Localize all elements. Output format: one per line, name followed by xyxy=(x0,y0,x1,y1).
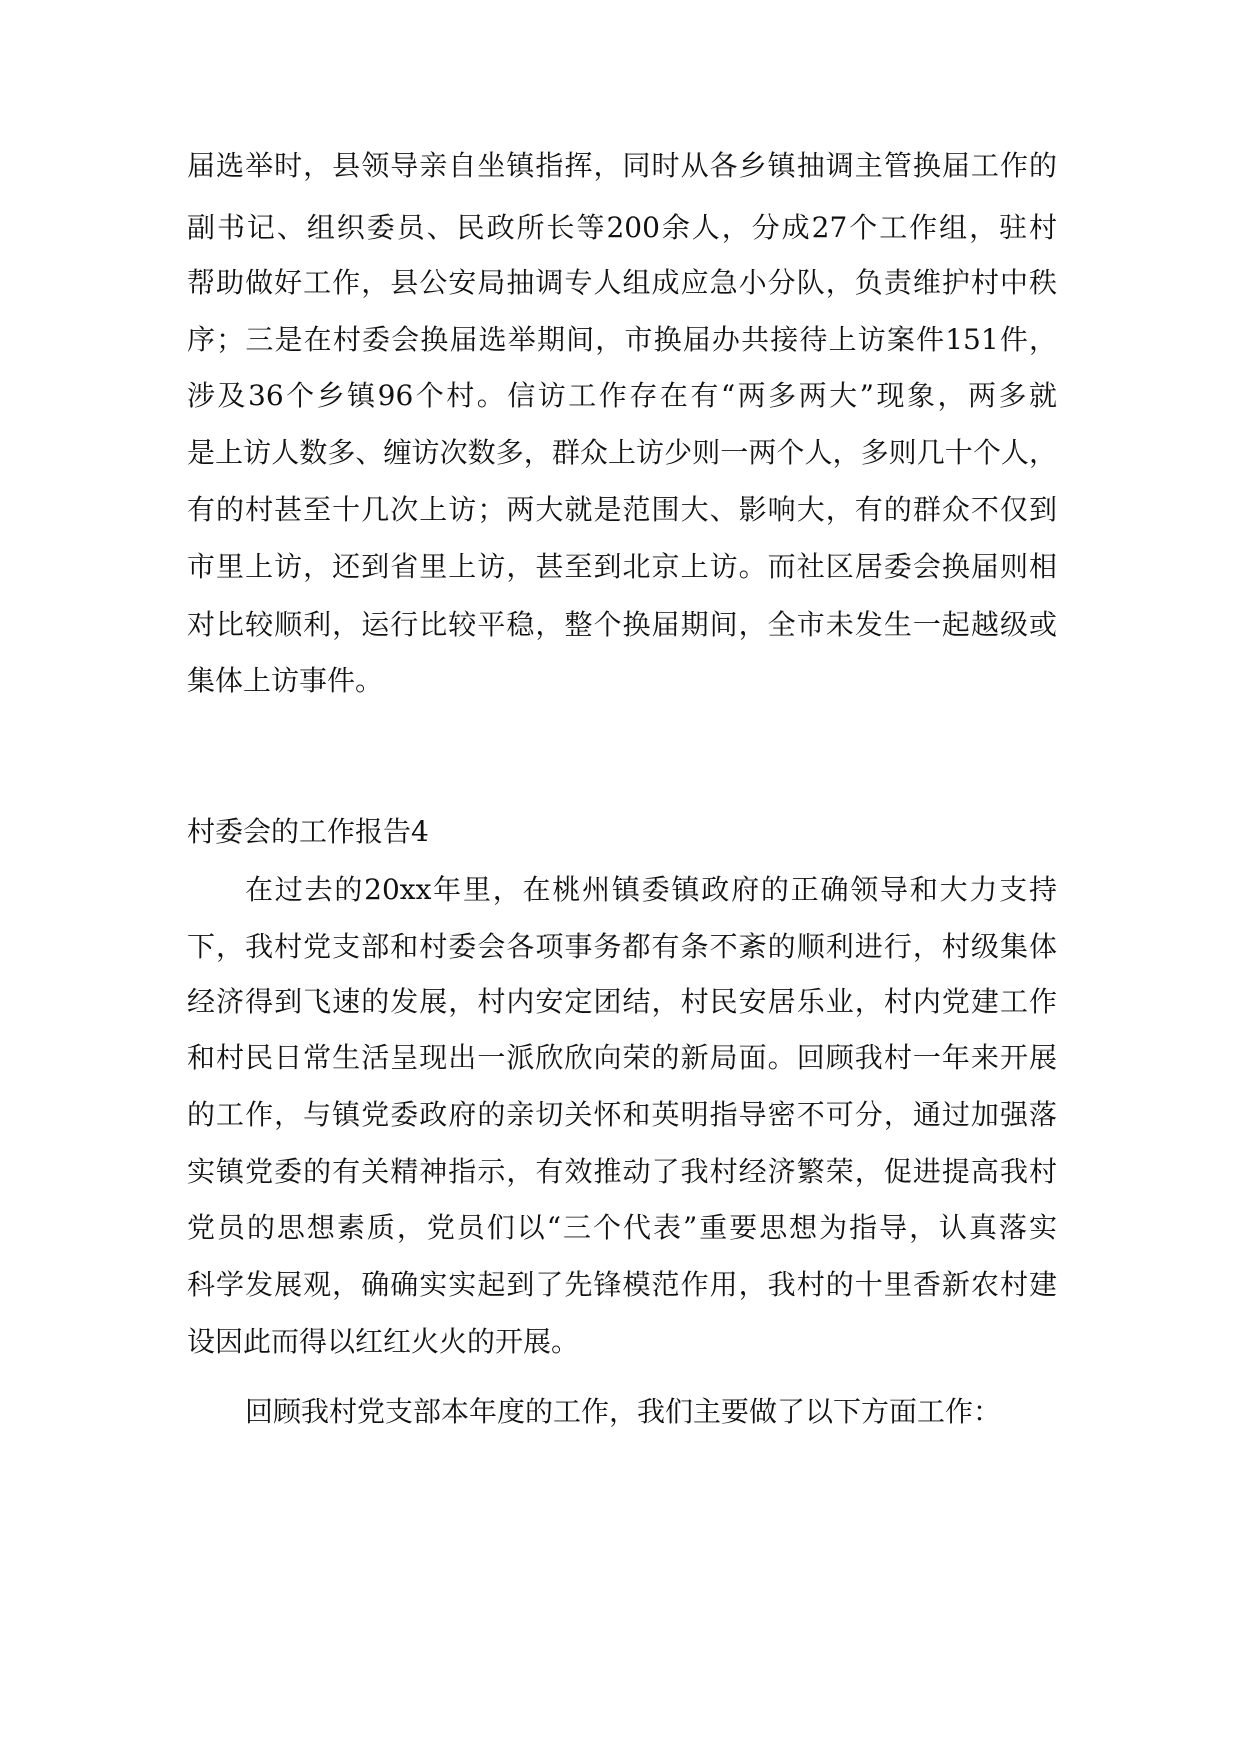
paragraph-line: 的工作，与镇党委政府的亲切关怀和英明指导密不可分，通过加强落 xyxy=(187,1098,1057,1131)
paragraph-line: 是上访人数多、缠访次数多，群众上访少则一两个人，多则几十个人， xyxy=(187,436,1057,469)
paragraph-line: 党员的思想素质，党员们以“三个代表”重要思想为指导，认真落实 xyxy=(187,1211,1057,1244)
paragraph-line: 集体上访事件。 xyxy=(187,664,384,697)
paragraph-line: 副书记、组织委员、民政所长等200余人，分成27个工作组，驻村 xyxy=(187,211,1057,244)
paragraph-line: 科学发展观，确确实实起到了先锋模范作用，我村的十里香新农村建 xyxy=(187,1268,1057,1301)
paragraph-line: 市里上访，还到省里上访，甚至到北京上访。而社区居委会换届则相 xyxy=(187,550,1057,583)
document-body xyxy=(187,0,1057,1754)
paragraph-line: 和村民日常生活呈现出一派欣欣向荣的新局面。回顾我村一年来开展 xyxy=(187,1041,1057,1074)
paragraph-line: 序；三是在村委会换届选举期间，市换届办共接待上访案件151件， xyxy=(187,323,1057,356)
paragraph-line: 有的村甚至十几次上访；两大就是范围大、影响大，有的群众不仅到 xyxy=(187,493,1057,526)
paragraph-line: 设因此而得以红红火火的开展。 xyxy=(187,1325,580,1358)
paragraph-line: 在过去的20xx年里，在桃州镇委镇政府的正确领导和大力支持 xyxy=(245,873,1057,906)
paragraph-line: 实镇党委的有关精神指示，有效推动了我村经济繁荣，促进提高我村 xyxy=(187,1155,1057,1188)
paragraph-line: 涉及36个乡镇96个村。信访工作存在有“两多两大”现象，两多就 xyxy=(187,379,1057,412)
paragraph-line: 经济得到飞速的发展，村内安定团结，村民安居乐业，村内党建工作 xyxy=(187,985,1057,1018)
paragraph-line: 帮助做好工作，县公安局抽调专人组成应急小分队，负责维护村中秩 xyxy=(187,266,1057,299)
section-title: 村委会的工作报告4 xyxy=(187,815,429,848)
paragraph-line: 届选举时，县领导亲自坐镇指挥，同时从各乡镇抽调主管换届工作的 xyxy=(187,149,1057,182)
paragraph-line: 回顾我村党支部本年度的工作，我们主要做了以下方面工作： xyxy=(245,1395,1002,1428)
paragraph-line: 对比较顺利，运行比较平稳，整个换届期间，全市未发生一起越级或 xyxy=(187,608,1057,641)
paragraph-line: 下，我村党支部和村委会各项事务都有条不紊的顺利进行，村级集体 xyxy=(187,930,1057,963)
